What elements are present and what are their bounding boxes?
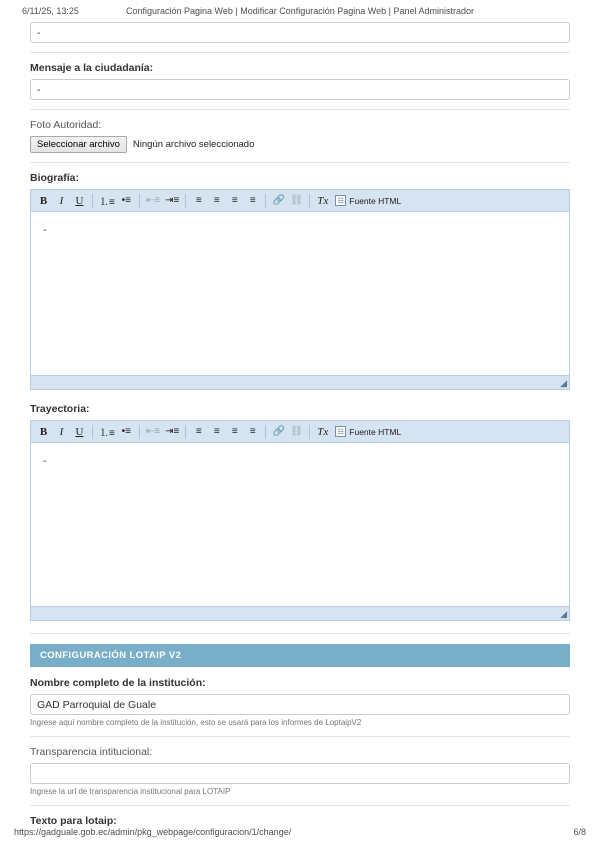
biografia-editor-toolbar[interactable] [31, 190, 569, 212]
toolbar-separator [309, 425, 310, 439]
print-page-number: 6/8 [573, 827, 586, 837]
trayectoria-content: - [43, 455, 47, 467]
justify-icon[interactable]: ≡ [249, 426, 256, 437]
divider-row-6 [0, 805, 600, 806]
print-header [0, 6, 600, 20]
toolbar-separator [309, 194, 310, 208]
divider [30, 633, 570, 634]
divider [30, 109, 570, 110]
remove-format-icon[interactable]: Tx [317, 425, 329, 438]
divider-row-1 [0, 52, 600, 53]
link-icon[interactable]: 🔗 [272, 426, 285, 437]
form-content [0, 22, 600, 832]
lotaip-section-title: CONFIGURACIÓN LOTAIP V2 [30, 644, 570, 667]
unordered-list-icon[interactable]: •≡ [121, 426, 132, 437]
trayectoria-row [0, 403, 600, 621]
align-right-icon[interactable]: ≡ [231, 195, 238, 206]
mensaje-ciudadania-input[interactable] [30, 79, 570, 100]
divider [30, 805, 570, 806]
print-date: 6/11/25, 13:25 [22, 6, 79, 16]
divider-row-4 [0, 633, 600, 634]
ordered-list-icon[interactable]: ⒈≡ [99, 428, 115, 439]
print-title: Configuración Pagina Web | Modificar Configuración Pagina Web | Panel Administrador [125, 6, 475, 16]
italic-icon[interactable]: I [59, 425, 64, 438]
toolbar-separator [139, 425, 140, 439]
align-center-icon[interactable]: ≡ [213, 426, 220, 437]
biografia-content: - [43, 224, 47, 236]
transparencia-row [0, 746, 600, 796]
biografia-editor-footer [31, 375, 569, 389]
trayectoria-editor-body[interactable] [31, 443, 569, 606]
align-left-icon[interactable]: ≡ [195, 195, 202, 206]
toolbar-separator [139, 194, 140, 208]
divider-row-3 [0, 162, 600, 163]
trayectoria-editor-toolbar[interactable] [31, 421, 569, 443]
transparencia-help: Ingrese la url de transparencia institucional para LOTAIP [30, 787, 231, 796]
align-left-icon[interactable]: ≡ [195, 426, 202, 437]
italic-icon[interactable]: I [59, 194, 64, 207]
toolbar-separator [185, 194, 186, 208]
source-code-icon: ☷ [335, 426, 346, 437]
foto-autoridad-label: Foto Autoridad: [30, 119, 102, 131]
divider [30, 162, 570, 163]
unlink-icon[interactable]: ⛓ [290, 426, 304, 437]
source-code-icon: ☷ [335, 195, 346, 206]
foto-autoridad-row [0, 119, 600, 153]
align-right-icon[interactable]: ≡ [231, 426, 238, 437]
file-input-group[interactable] [30, 136, 570, 153]
lotaip-section [0, 644, 600, 667]
texto-lotaip-label: Texto para lotaip: [30, 815, 117, 827]
select-file-button[interactable]: Seleccionar archivo [30, 136, 127, 153]
indent-icon[interactable]: ⇥≡ [165, 195, 180, 206]
toolbar-separator [265, 194, 266, 208]
divider [30, 736, 570, 737]
outdent-icon[interactable]: ⇤≡ [145, 426, 161, 437]
ordered-list-icon[interactable]: ⒈≡ [99, 197, 115, 208]
top-text-input[interactable] [30, 22, 570, 43]
underline-icon[interactable]: U [75, 425, 84, 438]
divider-row-5 [0, 736, 600, 737]
mensaje-ciudadania-row [0, 62, 600, 100]
transparencia-label: Transparencia intitucional: [30, 746, 153, 758]
nombre-institucion-row [0, 677, 600, 727]
biografia-editor[interactable] [30, 189, 570, 390]
resize-grip-icon[interactable]: ◢ [560, 378, 567, 388]
bold-icon[interactable]: B [39, 425, 48, 438]
toolbar-separator [92, 194, 93, 208]
print-url: https://gadguale.gob.ec/admin/pkg_webpage/configuracion/1/change/ [14, 827, 292, 837]
remove-format-icon[interactable]: Tx [317, 194, 329, 207]
toolbar-separator [92, 425, 93, 439]
texto-lotaip-row [0, 815, 600, 827]
underline-icon[interactable]: U [75, 194, 84, 207]
biografia-row [0, 172, 600, 390]
resize-grip-icon[interactable]: ◢ [560, 609, 567, 619]
html-source-label: Fuente HTML [349, 426, 402, 437]
selected-file-name: Ningún archivo seleccionado [132, 139, 255, 150]
biografia-label: Biografía: [30, 172, 80, 184]
top-field-row [0, 22, 600, 43]
unlink-icon[interactable]: ⛓ [290, 195, 304, 206]
nombre-institucion-help: Ingrese aquí nombre completo de la institución, esto se usará para los informes de LoptaipV2 [30, 718, 362, 727]
link-icon[interactable]: 🔗 [272, 195, 285, 206]
toolbar-separator [265, 425, 266, 439]
transparencia-input[interactable] [30, 763, 570, 784]
unordered-list-icon[interactable]: •≡ [121, 195, 132, 206]
html-source-label: Fuente HTML [349, 195, 402, 206]
divider [30, 52, 570, 53]
align-center-icon[interactable]: ≡ [213, 195, 220, 206]
trayectoria-editor-footer [31, 606, 569, 620]
outdent-icon[interactable]: ⇤≡ [145, 195, 161, 206]
divider-row-2 [0, 109, 600, 110]
trayectoria-label: Trayectoria: [30, 403, 90, 415]
nombre-institucion-input[interactable] [30, 694, 570, 715]
biografia-editor-body[interactable] [31, 212, 569, 375]
mensaje-ciudadania-label: Mensaje a la ciudadanía: [30, 62, 154, 74]
print-footer [0, 827, 600, 841]
html-source-button[interactable] [332, 426, 404, 437]
trayectoria-editor[interactable] [30, 420, 570, 621]
nombre-institucion-label: Nombre completo de la institución: [30, 677, 206, 689]
justify-icon[interactable]: ≡ [249, 195, 256, 206]
indent-icon[interactable]: ⇥≡ [165, 426, 180, 437]
bold-icon[interactable]: B [39, 194, 48, 207]
html-source-button[interactable] [332, 195, 404, 206]
toolbar-separator [185, 425, 186, 439]
